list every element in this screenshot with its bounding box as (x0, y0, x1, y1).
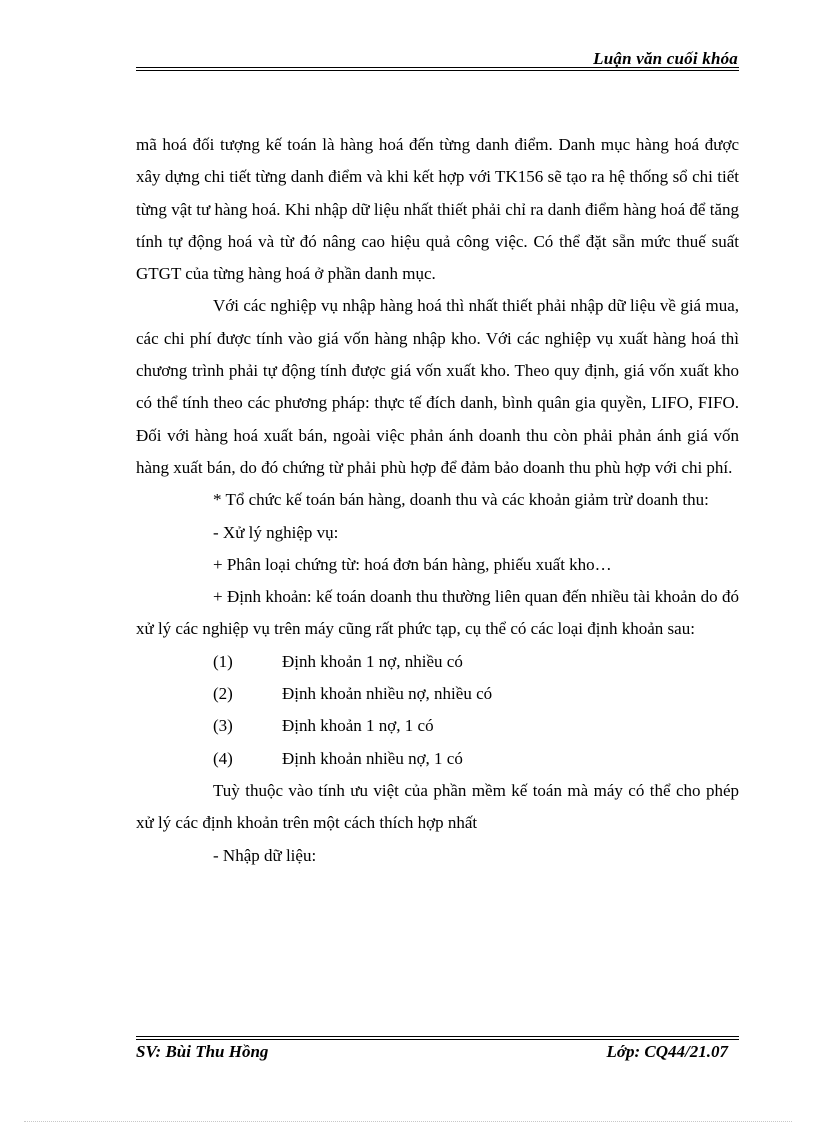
list-item (136, 743, 739, 775)
list-item-number: (2) (213, 684, 233, 704)
list-item-number: (3) (213, 716, 233, 736)
footer-rule-thick (136, 1036, 739, 1037)
list-item-text: Định khoản nhiều nợ, 1 có (282, 748, 463, 768)
paragraph-6: + Định khoản: kế toán doanh thu thường liên quan đến nhiều tài khoản do đó xử lý các nghiệp vụ trên máy cũng rất phức tạp, cụ thể có các loại định khoản sau: (136, 587, 739, 639)
list-item (136, 646, 739, 678)
footer-rule-thin (136, 1039, 739, 1040)
list-item (136, 678, 739, 710)
footer-class-code: Lớp: CQ44/21.07 (606, 1042, 728, 1061)
list-item-text: Định khoản nhiều nợ, nhiều có (282, 684, 493, 704)
list-item-text: Định khoản 1 nợ, 1 có (282, 716, 434, 736)
paragraph-8: - Nhập dữ liệu: (213, 845, 317, 865)
page-edge-divider (24, 1121, 792, 1122)
paragraph-1: mã hoá đối tượng kế toán là hàng hoá đến từng danh điểm. Danh mục hàng hoá được xây dựng chi tiết từng danh điểm và khi kết hợp với TK156 sẽ tạo ra hệ thống sổ chi tiết từng vật tư hàng hoá. Khi nhập dữ liệu nhất thiết phải chỉ ra danh điểm hàng hoá để tăng tính tự động hoá và từ đó nâng cao hiệu quả công việc. Có thể đặt sẵn mức thuế suất GTGT của từng hàng hoá ở phần danh mục. (136, 135, 739, 284)
list-item-number: (1) (213, 651, 233, 671)
header-rule-thin (136, 70, 739, 71)
paragraph-5: + Phân loại chứng từ: hoá đơn bán hàng, phiếu xuất kho… (213, 554, 612, 574)
paragraph-7: Tuỳ thuộc vào tính ưu việt của phần mềm kế toán mà máy có thể cho phép xử lý các định khoản trên một cách thích hợp nhất (136, 780, 739, 833)
header-rule-thick (136, 67, 739, 68)
list-item (136, 710, 739, 742)
footer-student-name: SV: Bùi Thu Hồng (136, 1042, 269, 1061)
paragraph-3: * Tổ chức kế toán bán hàng, doanh thu và các khoản giảm trừ doanh thu: (213, 490, 709, 510)
paragraph-2: Với các nghiệp vụ nhập hàng hoá thì nhất thiết phải nhập dữ liệu về giá mua, các chi phí được tính vào giá vốn hàng nhập kho. Với các nghiệp vụ xuất hàng hoá thì chương trình phải tự động tính được giá vốn xuất kho. Theo quy định, giá vốn xuất kho có thể tính theo các phương pháp: thực tế đích danh, bình quân gia quyền, LIFO, FIFO. Đối với hàng hoá xuất bán, ngoài việc phản ánh doanh thu còn phải phản ánh giá vốn hàng xuất bán, do đó chứng từ phải phù hợp để đảm bảo doanh thu phù hợp với chi phí. (136, 296, 739, 477)
list-item-text: Định khoản 1 nợ, nhiều có (282, 651, 463, 671)
running-header-title: Luận văn cuối khóa (593, 49, 738, 68)
paragraph-4: - Xử lý nghiệp vụ: (213, 522, 339, 542)
list-item-number: (4) (213, 748, 233, 768)
document-body (136, 129, 739, 872)
